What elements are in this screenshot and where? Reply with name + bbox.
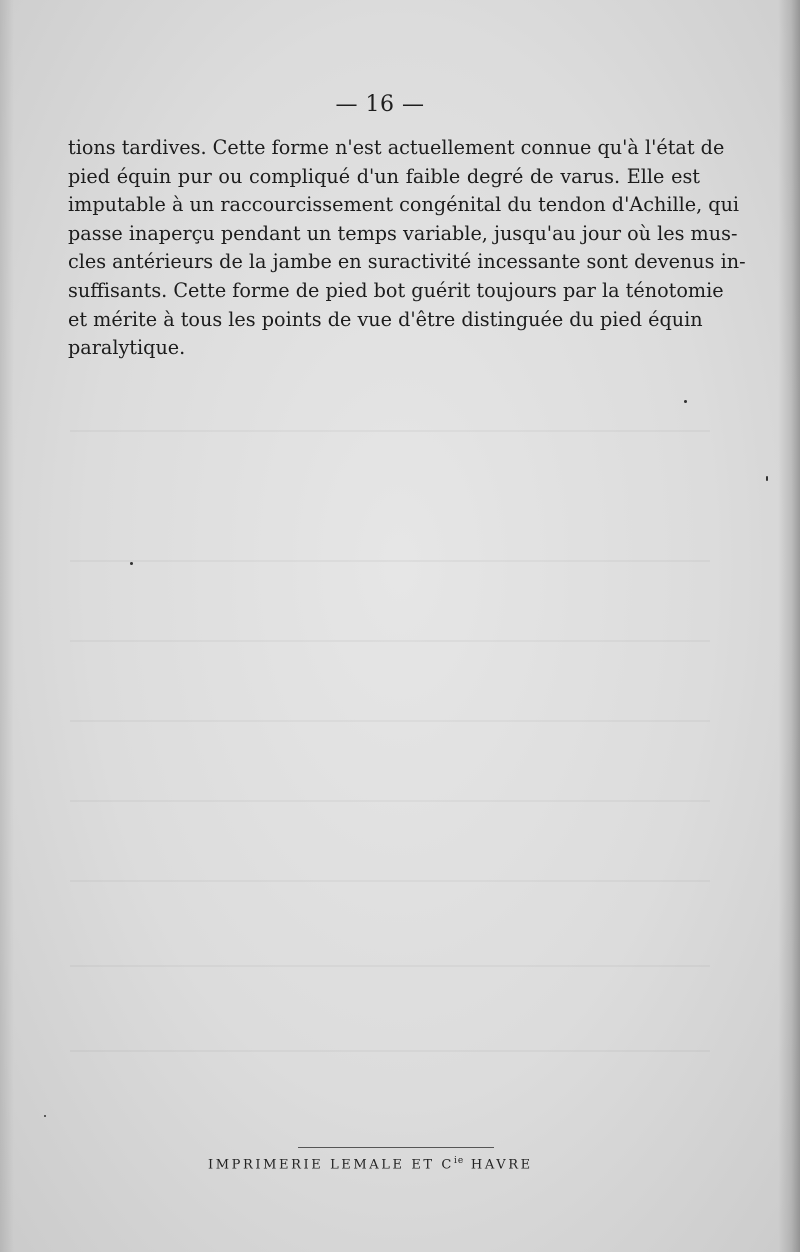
- show-through-line: [70, 965, 710, 967]
- footer-rule: [298, 1147, 494, 1148]
- page-number: — 16 —: [335, 92, 425, 117]
- imprint-superscript: ie: [453, 1156, 465, 1166]
- text-line: imputable à un raccourcissement congénital du tendon d'Achille, qui: [68, 193, 740, 217]
- show-through-line: [70, 800, 710, 802]
- page-right-shadow: [778, 0, 800, 1252]
- show-through-line: [70, 720, 710, 722]
- text-line: cles antérieurs de la jambe en suractivité incessante sont devenus in-: [68, 250, 746, 274]
- show-through-line: [70, 560, 710, 562]
- show-through-line: [70, 640, 710, 642]
- show-through-line: [70, 1050, 710, 1052]
- text-line: passe inaperçu pendant un temps variable, jusqu'au jour où les mus-: [68, 221, 738, 245]
- text-line: pied équin pur ou compliqué d'un faible degré de varus. Elle est: [68, 164, 700, 188]
- paper-speck: [130, 562, 133, 565]
- text-line: suffisants. Cette forme de pied bot guérit toujours par la ténotomie: [68, 278, 724, 302]
- show-through-line: [70, 430, 710, 432]
- paper-speck: [44, 1115, 46, 1117]
- page-left-shadow: [0, 0, 14, 1252]
- text-line: tions tardives. Cette forme n'est actuellement connue qu'à l'état de: [68, 136, 725, 159]
- imprint-city: HAVRE: [464, 1157, 533, 1173]
- paper-speck: [766, 476, 768, 481]
- paper-speck: [684, 400, 687, 403]
- show-through-line: [70, 880, 710, 882]
- imprint-prefix: IMPRIMERIE LEMALE ET C: [208, 1157, 454, 1173]
- printer-imprint: [208, 1156, 588, 1172]
- text-line: paralytique.: [68, 336, 186, 360]
- body-paragraph: [68, 134, 746, 363]
- text-line: et mérite à tous les points de vue d'être distinguée du pied équin: [68, 307, 703, 331]
